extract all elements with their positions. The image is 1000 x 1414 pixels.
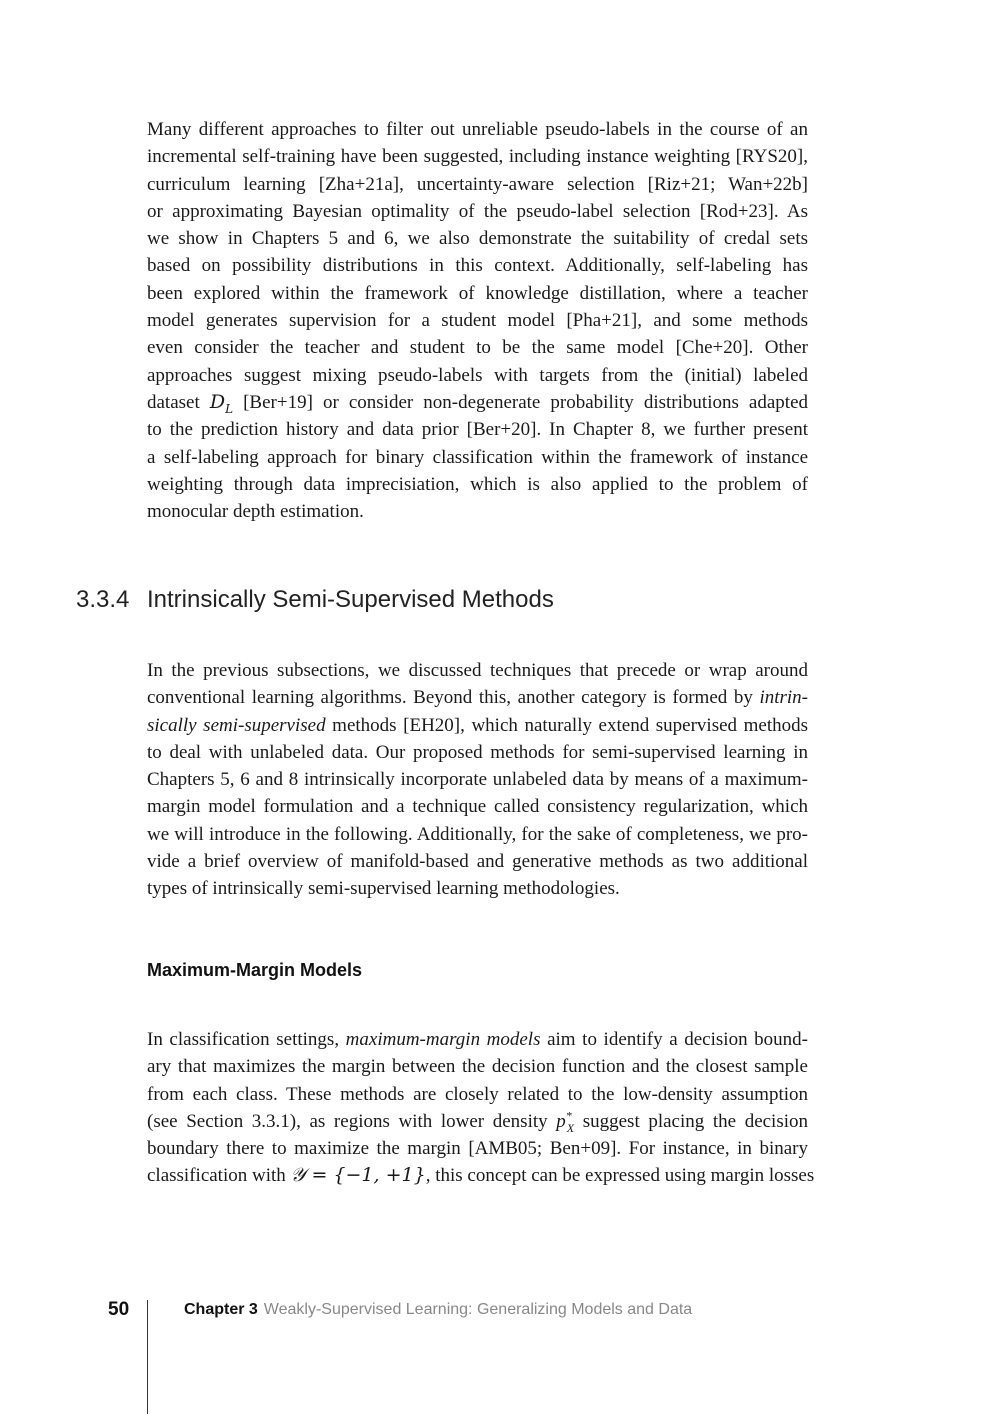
text-line: model generates supervision for a student model [Pha+21], and some methods	[147, 310, 808, 332]
section-title: Intrinsically Semi-Supervised Methods	[147, 586, 554, 613]
text-line: Chapters 5, 6 and 8 intrinsically incorporate unlabeled data by means of a maximum-	[147, 769, 808, 791]
text-line: types of intrinsically semi-supervised learning methodologies.	[147, 878, 620, 900]
footer-divider	[147, 1300, 148, 1414]
text-line: sically semi-supervised methods [EH20], which naturally extend supervised methods	[147, 714, 808, 736]
subsection-heading: Maximum-Margin Models	[147, 960, 363, 980]
text-line: been explored within the framework of knowledge distillation, where a teacher	[147, 282, 808, 304]
page-number: 50	[108, 1299, 130, 1320]
text-fragment: [Ber+19] or consider non-degenerate probability distributions adapted	[243, 391, 809, 413]
text-line: or approximating Bayesian optimality of the pseudo-label selection [Rod+23]. As	[147, 200, 808, 222]
text-line: conventional learning algorithms. Beyond this, another category is formed by intrin-	[147, 687, 809, 709]
text-line: to the prediction history and data prior [Ber+20]. In Chapter 8, we further present	[147, 419, 808, 441]
paragraph-pseudo-label-filtering	[147, 116, 808, 525]
running-footer	[184, 1301, 692, 1319]
text-line: In the previous subsections, we discussed techniques that precede or wrap around	[147, 660, 808, 681]
section-heading	[76, 586, 554, 614]
text-line-with-math: classification with 𝒴 = {−1, +1}, this concept can be expressed using margin losses	[147, 1164, 815, 1187]
text-line: from each class. These methods are closely related to the low-density assumption	[147, 1083, 808, 1105]
text-line: weighting through data imprecisiation, which is also applied to the problem of	[147, 473, 808, 495]
text-line: monocular depth estimation.	[147, 501, 364, 523]
text-line: curriculum learning [Zha+21a], uncertainty-aware selection [Riz+21; Wan+22b]	[147, 173, 808, 195]
emphasis: intrin-	[759, 687, 809, 709]
text-line: even consider the teacher and student to be the same model [Che+20]. Other	[147, 337, 808, 359]
text-line: we will introduce in the following. Additionally, for the sake of completeness, we pro-	[147, 823, 808, 845]
text-line-with-math	[147, 390, 809, 416]
text-line: to deal with unlabeled data. Our proposed methods for semi-supervised learning in	[147, 741, 808, 763]
footer-chapter-title: Weakly-Supervised Learning: Generalizing Models and Data	[263, 1301, 693, 1318]
text-line: ary that maximizes the margin between the decision function and the closest sample	[147, 1056, 808, 1078]
math-label-set: 𝒴 = {−1, +1}	[290, 1164, 426, 1187]
section-number: 3.3.4	[76, 586, 130, 613]
text-line: based on possibility distributions in this context. Additionally, self-labeling has	[147, 255, 808, 277]
text-line: In classification settings, maximum-margin models aim to identify a decision bound-	[147, 1029, 808, 1050]
math-px: $p^*_X$	[556, 1108, 575, 1135]
text-line: Many different approaches to filter out unreliable pseudo-labels in the course of an	[147, 119, 808, 140]
text-fragment: dataset	[147, 391, 200, 413]
text-line: incremental self-training have been suggested, including instance weighting [RYS20],	[147, 146, 808, 168]
text-line: we show in Chapters 5 and 6, we also demonstrate the suitability of credal sets	[147, 228, 808, 250]
text-line: approaches suggest mixing pseudo-labels with targets from the (initial) labeled	[147, 364, 808, 386]
text-line-with-math: (see Section 3.3.1), as regions with lower density $p^*_X$ suggest placing the decision	[147, 1108, 809, 1135]
paragraph-maximum-margin	[147, 1026, 815, 1190]
footer-chapter-label: Chapter 3	[184, 1301, 258, 1318]
text-line: vide a brief overview of manifold-based and generative methods as two additional	[147, 851, 808, 873]
text-line: margin model formulation and a technique called consistency regularization, which	[147, 796, 808, 818]
paragraph-intrinsic-methods	[147, 657, 808, 903]
math-dl: $D_L$	[209, 390, 234, 416]
text-line: boundary there to maximize the margin [AMB05; Ben+09]. For instance, in binary	[147, 1138, 808, 1160]
emphasis: maximum-margin models	[345, 1029, 541, 1050]
emphasis: sically semi-supervised	[147, 714, 326, 736]
text-line: a self-labeling approach for binary classification within the framework of instance	[147, 446, 808, 468]
